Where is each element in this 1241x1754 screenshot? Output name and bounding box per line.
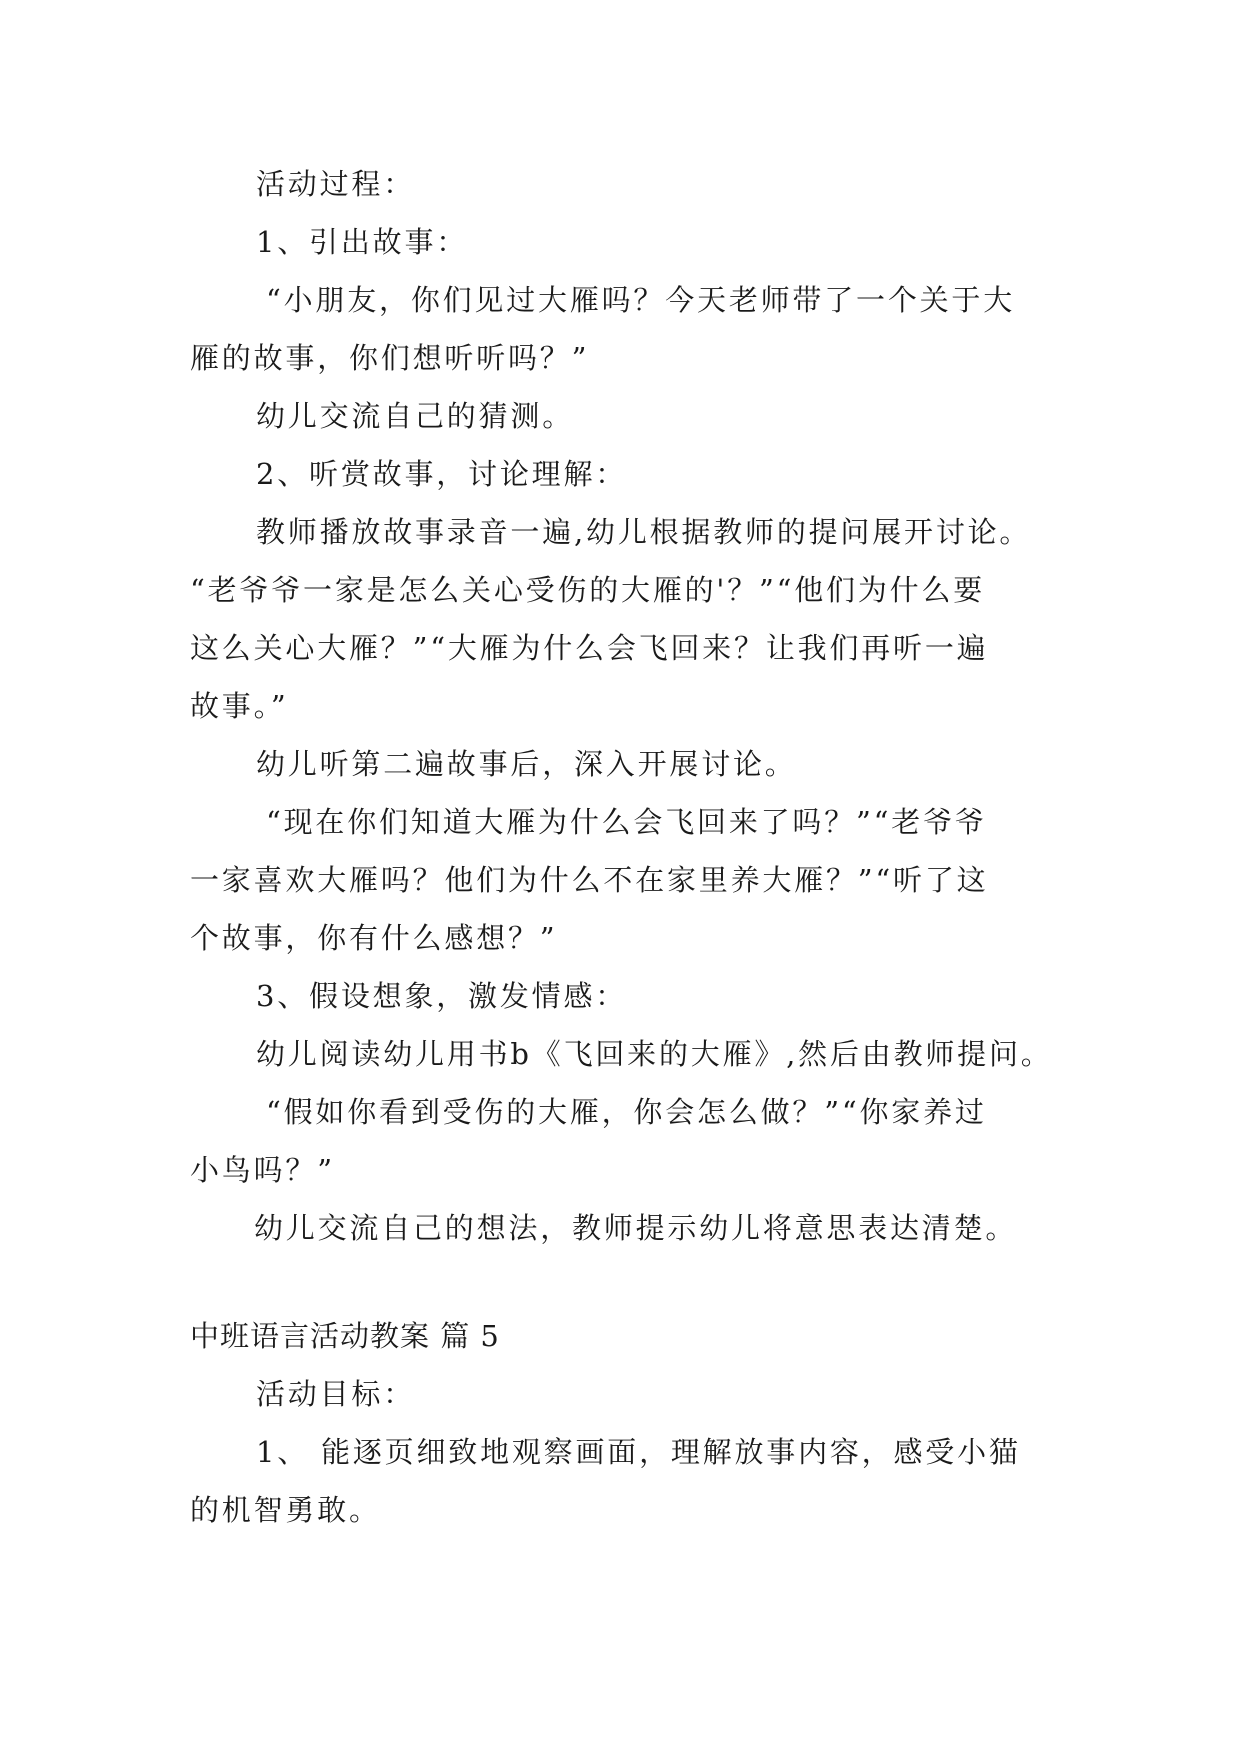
paragraph-line: 幼儿交流自己的想法，教师提示幼儿将意思表达清楚。: [254, 1211, 1018, 1245]
paragraph-line: “现在你们知道大雁为什么会飞回来了吗？”“老爷爷: [266, 805, 987, 839]
paragraph-line: 一家喜欢大雁吗？他们为什么不在家里养大雁？”“听了这: [190, 863, 989, 897]
paragraph-line: “老爷爷一家是怎么关心受伤的大雁的'？”“他们为什么要: [190, 573, 986, 607]
step-2-heading: 2、听赏故事，讨论理解：: [256, 457, 628, 491]
paragraph-line: 幼儿交流自己的猜测。: [256, 399, 575, 433]
paragraph-line: “假如你看到受伤的大雁，你会怎么做？”“你家养过: [266, 1095, 987, 1129]
step-3-heading: 3、假设想象，激发情感：: [256, 979, 628, 1013]
paragraph-line: 1、 能逐页细致地观察画面，理解放事内容，感受小猫: [256, 1435, 1021, 1469]
activity-goals-heading: 活动目标：: [256, 1377, 416, 1411]
paragraph-line: 个故事，你有什么感想？”: [190, 921, 558, 955]
paragraph-line: 幼儿听第二遍故事后，深入开展讨论。: [256, 747, 797, 781]
paragraph-line: 幼儿阅读幼儿用书b《飞回来的大雁》,然后由教师提问。: [256, 1037, 1053, 1071]
paragraph-line: 的机智勇敢。: [190, 1493, 381, 1527]
paragraph-line: 故事。”: [190, 689, 289, 723]
paragraph-line: 这么关心大雁？”“大雁为什么会飞回来？让我们再听一遍: [190, 631, 989, 665]
paragraph-line: 教师播放故事录音一遍,幼儿根据教师的提问展开讨论。: [256, 515, 1032, 549]
activity-process-heading: 活动过程：: [256, 167, 416, 201]
paragraph-line: 小鸟吗？”: [190, 1153, 335, 1187]
section-title: 中班语言活动教案 篇 5: [190, 1319, 500, 1353]
step-1-heading: 1、引出故事：: [256, 225, 469, 259]
paragraph-line: “小朋友，你们见过大雁吗？今天老师带了一个关于大: [266, 283, 1016, 317]
paragraph-line: 雁的故事，你们想听听吗？”: [190, 341, 590, 375]
